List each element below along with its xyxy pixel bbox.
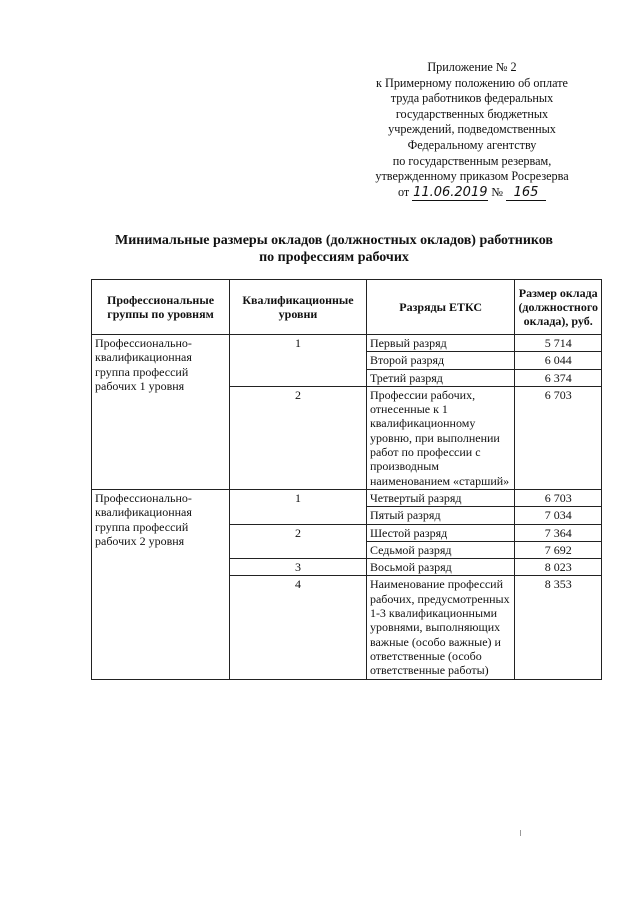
appendix-line: Федеральному агентству <box>407 137 537 152</box>
appendix-line: учреждений, подведомственных <box>388 122 556 137</box>
salary: 7 034 <box>515 507 602 524</box>
qualification-level: 1 <box>230 489 367 524</box>
header-qualification-levels: Квалификационные уровни <box>230 280 367 335</box>
table-row <box>92 489 602 506</box>
salary: 7 364 <box>515 524 602 541</box>
appendix-line: по государственным резервам, <box>392 153 552 168</box>
handwritten-order-number: 165 <box>506 186 546 201</box>
grade: Шестой разряд <box>366 524 514 541</box>
table-row <box>92 335 602 352</box>
grade: Наименование профессий рабочих, предусмотренных 1-3 квалификационными уровнями, выполняющих важные (особо важные) и ответственные (особо ответственные работы) <box>366 576 514 679</box>
appendix-line: к Примерному положению об оплате <box>376 75 568 90</box>
number-sign: № <box>491 184 503 199</box>
grade: Третий разряд <box>366 369 514 386</box>
appendix-line: государственных бюджетных <box>395 106 549 121</box>
grade: Второй разряд <box>366 352 514 369</box>
salary-table <box>91 279 602 680</box>
header-etks-grades: Разряды ЕТКС <box>366 280 514 335</box>
grade: Пятый разряд <box>366 507 514 524</box>
grade: Четвертый разряд <box>366 489 514 506</box>
group-name: Профессионально-квалификационная группа профессий рабочих 2 уровня <box>92 489 230 679</box>
appendix-line: труда работников федеральных <box>390 91 554 106</box>
salary: 6 374 <box>515 369 602 386</box>
qualification-level: 1 <box>230 335 367 387</box>
salary: 6 044 <box>515 352 602 369</box>
qualification-level: 4 <box>230 576 367 679</box>
date-prefix: от <box>397 184 410 199</box>
appendix-line: Приложение № 2 <box>427 60 517 74</box>
header-salary: Размер оклада (должностного оклада), руб. <box>515 280 602 335</box>
salary: 6 703 <box>515 386 602 489</box>
table-header-row <box>92 280 602 335</box>
group-name: Профессионально-квалификационная группа профессий рабочих 1 уровня <box>92 335 230 490</box>
scan-mark <box>520 830 521 836</box>
title-line: Минимальные размеры окладов (должностных окладов) работников <box>115 233 553 248</box>
document-title <box>60 232 608 266</box>
salary: 7 692 <box>515 541 602 558</box>
appendix-line: утвержденному приказом Росрезерва <box>375 169 569 184</box>
qualification-level: 2 <box>230 524 367 559</box>
salary: 5 714 <box>515 335 602 352</box>
appendix-header <box>350 60 594 201</box>
qualification-level: 2 <box>230 386 367 489</box>
grade: Первый разряд <box>366 335 514 352</box>
title-line: по профессиям рабочих <box>259 250 409 265</box>
grade: Профессии рабочих, отнесенные к 1 квалификационному уровню, при выполнении работ по профессии с производным наименованием «старший» <box>366 386 514 489</box>
salary: 8 023 <box>515 559 602 576</box>
handwritten-date: 11.06.2019 <box>413 184 488 200</box>
salary: 6 703 <box>515 489 602 506</box>
qualification-level: 3 <box>230 559 367 576</box>
grade: Восьмой разряд <box>366 559 514 576</box>
salary: 8 353 <box>515 576 602 679</box>
header-professional-groups: Профессиональные группы по уровням <box>92 280 230 335</box>
order-date-line <box>350 185 594 201</box>
grade: Седьмой разряд <box>366 541 514 558</box>
